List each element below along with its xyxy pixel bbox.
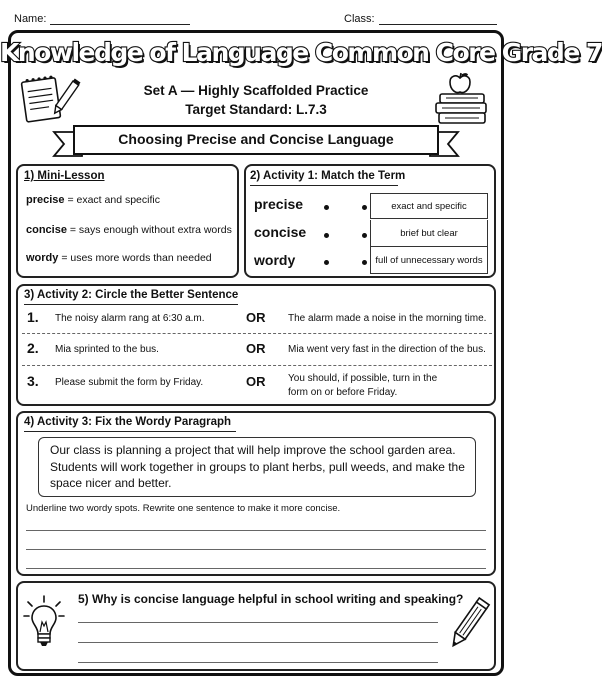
row-divider (22, 365, 492, 366)
sentence-number-2: 2. (27, 340, 39, 356)
mini-lesson-item-concise: concise = says enough without extra words (26, 224, 232, 236)
sentence-number-3: 3. (27, 373, 39, 389)
target-standard: Target Standard: L.7.3 (185, 102, 327, 117)
match-term-precise: precise (254, 196, 304, 212)
match-term-concise: concise (254, 224, 307, 240)
class-field[interactable] (344, 12, 497, 25)
match-dot-left-3[interactable] (324, 260, 329, 265)
pencil-icon (444, 596, 490, 656)
set-subtitle: Set A — Highly Scaffolded Practice (143, 83, 369, 98)
writing-line[interactable] (26, 530, 486, 531)
apple-books-icon (430, 72, 494, 128)
sentence-option-2b[interactable]: Mia went very fast in the direction of the bus. (288, 344, 486, 355)
answer-line[interactable] (78, 642, 438, 643)
answer-line[interactable] (78, 662, 438, 663)
answer-line[interactable] (78, 622, 438, 623)
activity3-heading: 4) Activity 3: Fix the Wordy Paragraph (24, 416, 232, 428)
match-term-wordy: wordy (254, 252, 296, 268)
activity1-heading: 2) Activity 1: Match the Term (250, 170, 406, 182)
or-label-2: OR (246, 341, 266, 356)
match-dot-left-1[interactable] (324, 205, 329, 210)
class-line[interactable] (379, 12, 497, 25)
mini-lesson-item-wordy: wordy = uses more words than needed (26, 252, 212, 264)
name-label: Name: (14, 13, 47, 25)
class-label: Class: (344, 13, 375, 25)
or-label-1: OR (246, 310, 266, 325)
sentence-number-1: 1. (27, 309, 39, 325)
activity3-heading-underline (24, 431, 236, 432)
sentence-option-3a[interactable]: Please submit the form by Friday. (55, 377, 204, 388)
or-label-3: OR (246, 374, 266, 389)
name-field[interactable] (14, 12, 190, 25)
sentence-option-2a[interactable]: Mia sprinted to the bus. (55, 344, 159, 355)
match-dot-right-2[interactable] (362, 233, 367, 238)
match-dot-left-2[interactable] (324, 233, 329, 238)
match-dot-right-1[interactable] (362, 205, 367, 210)
sentence-option-3b[interactable]: You should, if possible, turn in the form on or before Friday. (288, 373, 438, 398)
name-class-row (14, 12, 498, 30)
activity3-instruction: Underline two wordy spots. Rewrite one sentence to make it more concise. (26, 503, 341, 514)
activity2-heading-underline (24, 304, 238, 305)
activity2-heading: 3) Activity 2: Circle the Better Sentence (24, 289, 239, 301)
match-definition-1: exact and specific (370, 193, 488, 219)
match-dot-right-3[interactable] (362, 260, 367, 265)
mini-lesson-item-precise: precise = exact and specific (26, 194, 160, 206)
row-divider (22, 333, 492, 334)
lightbulb-icon (22, 594, 66, 650)
wordy-paragraph[interactable]: Our class is planning a project that will help improve the school garden area. Students will work together in groups to plant herbs, pull weeds, and make the space nicer and better. (50, 443, 465, 490)
name-line[interactable] (50, 12, 190, 25)
question5-prompt: 5) Why is concise language helpful in school writing and speaking? (78, 592, 464, 606)
sentence-option-1a[interactable]: The noisy alarm rang at 6:30 a.m. (55, 313, 205, 324)
writing-line[interactable] (26, 568, 486, 569)
match-definition-3: full of unnecessary words (370, 247, 488, 274)
page-title: Knowledge of Language Common Core Grade 7 (0, 38, 602, 67)
sentence-option-1b[interactable]: The alarm made a noise in the morning time. (288, 313, 487, 324)
mini-lesson-heading: 1) Mini-Lesson (24, 170, 105, 182)
activity1-heading-underline (250, 185, 398, 186)
writing-line[interactable] (26, 549, 486, 550)
match-definition-2: brief but clear (370, 220, 488, 247)
banner-title: Choosing Precise and Concise Language (118, 131, 394, 147)
